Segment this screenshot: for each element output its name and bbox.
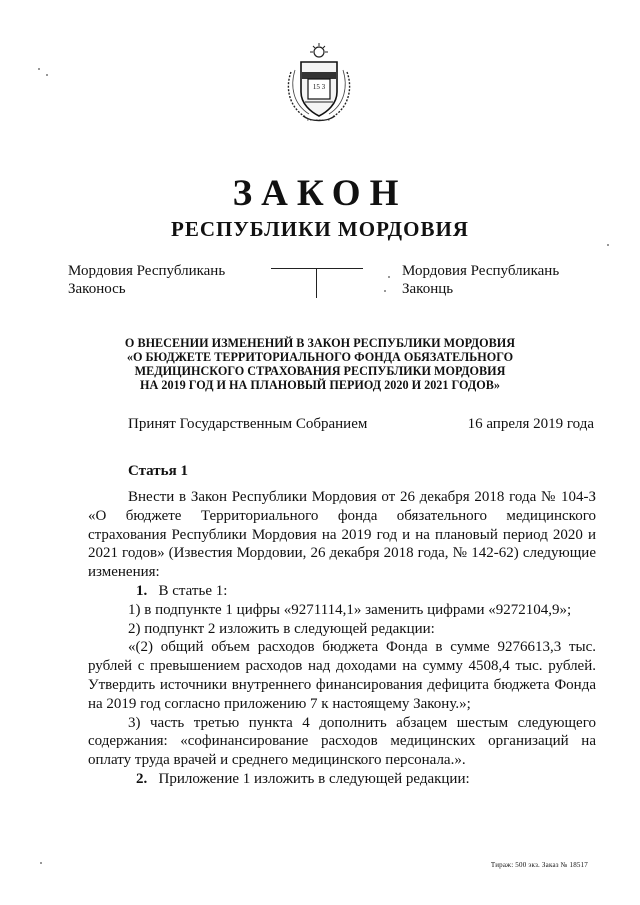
subitem-1: 1) в подпункте 1 цифры «9271114,1» заменить цифрами «9272104,9»;: [128, 601, 572, 618]
law-title-line3: МЕДИЦИНСКОГО СТРАХОВАНИЯ РЕСПУБЛИКИ МОРДОВИЯ: [134, 364, 506, 378]
moksha-title-block: [68, 262, 225, 298]
law-heading: ЗАКОН: [232, 173, 408, 214]
article-intro: Внести в Закон Республики Мордовия от 26 декабря 2018 года № 104-З «О бюджете Территориального фонда обязательного медицинского страхования Республики Мордовия на 2019 год и на плановый период 2020 и 2021 годов» (Известия Мордовии, 26 декабря 2018 года, № 142-62) следующие изменения:: [88, 489, 596, 581]
item-1-number: 1.: [136, 582, 148, 599]
erzya-title-line1: Мордовия Республикань: [402, 263, 560, 279]
moksha-title-line2: Законось: [68, 281, 126, 297]
law-title: [0, 336, 640, 392]
svg-text:15 3: 15 3: [312, 83, 326, 91]
separator-horizontal: [271, 268, 363, 269]
item-1: [88, 582, 596, 601]
coat-of-arms-emblem: [281, 42, 357, 126]
law-title-line2: «О БЮДЖЕТЕ ТЕРРИТОРИАЛЬНОГО ФОНДА ОБЯЗАТЕЛЬНОГО: [126, 350, 514, 364]
scan-speck: [46, 74, 48, 76]
scan-speck: [38, 68, 40, 70]
item-2-number: 2.: [136, 770, 148, 787]
article-body: [88, 488, 596, 789]
separator-vertical: [316, 268, 317, 298]
erzya-title-line2: Законць: [402, 281, 454, 297]
adoption-text: Принят Государственным Собранием: [128, 416, 368, 432]
scan-speck: [607, 244, 609, 246]
item-1-text: В статье 1:: [158, 582, 228, 599]
item-2-text: Приложение 1 изложить в следующей редакции:: [158, 770, 470, 787]
republic-heading: РЕСПУБЛИКИ МОРДОВИЯ: [171, 217, 469, 241]
item-2: [88, 770, 596, 789]
law-title-line1: О ВНЕСЕНИИ ИЗМЕНЕНИЙ В ЗАКОН РЕСПУБЛИКИ МОРДОВИЯ: [124, 336, 516, 350]
moksha-title-line1: Мордовия Республикань: [68, 263, 226, 279]
law-title-line4: НА 2019 ГОД И НА ПЛАНОВЫЙ ПЕРИОД 2020 И 2021 ГОДОВ»: [140, 378, 500, 392]
scan-speck: [388, 276, 390, 278]
subitem-3: 3) часть третью пункта 4 дополнить абзацем шестым следующего содержания: «софинансирование расходов медицинских организаций на оплату труда врачей и среднего медицинского персонала.».: [88, 714, 596, 769]
scan-speck: [40, 862, 42, 864]
adoption-date: 16 апреля 2019 года: [467, 416, 594, 432]
subitem-2-quote: «(2) общий объем расходов бюджета Фонда в сумме 9276613,3 тыс. рублей с превышением расходов над доходами на сумму 4508,4 тыс. рублей. Утвердить источники внутреннего финансирования дефицита бюджета Фонда на 2019 год согласно приложению 7 к настоящему Закону.»;: [88, 639, 596, 712]
subitem-2: 2) подпункт 2 изложить в следующей редакции:: [128, 620, 435, 637]
article-heading: Статья 1: [128, 463, 188, 479]
scan-speck: [384, 290, 386, 292]
erzya-title-block: [402, 262, 559, 298]
print-run-note: Тираж: 500 экз. Заказ № 18517: [490, 861, 588, 869]
